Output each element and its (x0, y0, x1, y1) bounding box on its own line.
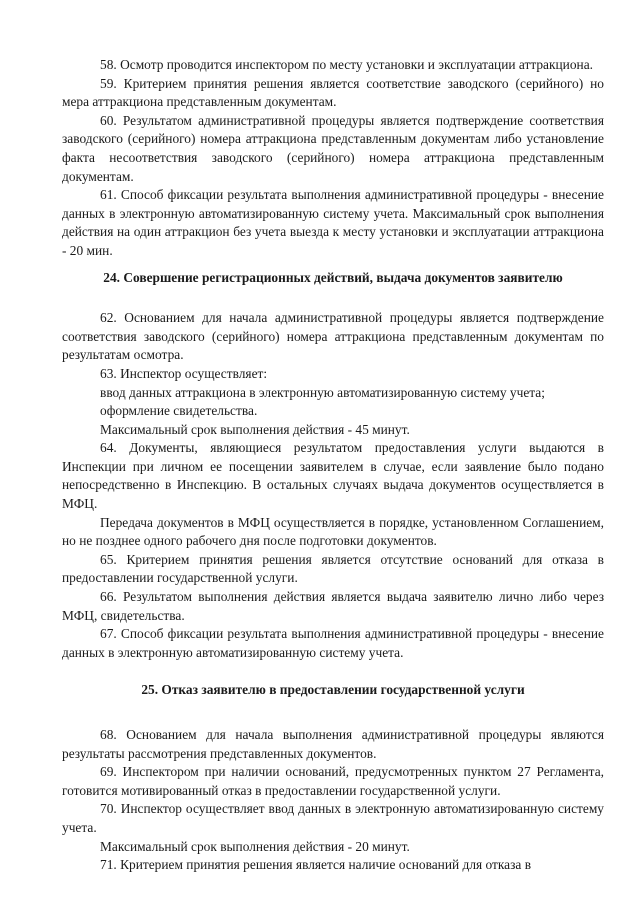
paragraph-71: 71. Критерием принятия решения является наличие оснований для отказа в (100, 857, 532, 873)
paragraph-60: 60. Результатом административной процедуры является подтверждение соответствия заводского (серийного) номера аттракциона представленным документам либо установление факта несоответствия заводского (серийного) номера аттракциона представленным документам. (62, 112, 604, 184)
paragraph-65: 65. Критерием принятия решения является отсутствие оснований для отказа в предоставлении государственной услуги. (62, 551, 604, 586)
paragraph-68: 68. Основанием для начала выполнения административной процедуры являются результаты рассмотрения представленных документов. (62, 727, 604, 761)
paragraph-69: 69. Инспектором при наличии оснований, предусмотренных пунктом 27 Регламента, готовится мотивированный отказ в предоставлении государственной услуги. (62, 764, 604, 798)
document-page (62, 56, 604, 875)
section-heading-24: 24. Совершение регистрационных действий, выдача документов заявителю (103, 269, 563, 285)
paragraph-66: 66. Результатом выполнения действия является выдача заявителю лично либо через МФЦ, свидетельства. (62, 589, 604, 623)
paragraph-70-deadline: Максимальный срок выполнения действия - 20 минут. (100, 838, 410, 854)
paragraph-59: 59. Критерием принятия решения является соответствие заводского (серийного) но мера аттракциона представленным документам. (62, 75, 604, 110)
paragraph-62: 62. Основанием для начала административной процедуры является подтверждение соответствия заводского (серийного) номера аттракциона представленным документам по результатам осмотра. (62, 310, 604, 363)
paragraph-63-item-1: ввод данных аттракциона в электронную автоматизированную систему учета; (100, 384, 545, 400)
section-heading-25: 25. Отказ заявителю в предоставлении государственной услуги (141, 682, 525, 698)
paragraph-63-deadline: Максимальный срок выполнения действия - 45 минут. (100, 421, 410, 437)
paragraph-64: 64. Документы, являющиеся результатом предоставления услуги выдаются в Инспекции при личном ее посещении заявителем в случае, если заявление было подано непосредственно в Инспекцию. В остальных случаях выдача документов осуществляется в МФЦ. (62, 440, 604, 512)
paragraph-61: 61. Способ фиксации результата выполнения административной процедуры - внесение данных в электронную автоматизированную систему учета. Максимальный срок выполнения действия на один аттракцион без учета выезда к месту установки и эксплуатации аттракциона - 20 мин. (62, 187, 604, 258)
paragraph-63: 63. Инспектор осуществляет: (100, 365, 268, 381)
paragraph-58: 58. Осмотр проводится инспектором по месту установки и эксплуатации аттракциона. (100, 57, 593, 72)
paragraph-67: 67. Способ фиксации результата выполнения административной процедуры - внесение данных в электронную автоматизированную систему учета. (62, 626, 604, 660)
paragraph-70: 70. Инспектор осуществляет ввод данных в электронную автоматизированную систему учета. (62, 801, 604, 835)
paragraph-64-transfer: Передача документов в МФЦ осуществляется в порядке, установленном Соглашением, но не позднее одного рабочего дня после подготовки документов. (62, 514, 604, 549)
paragraph-63-item-2: оформление свидетельства. (100, 403, 258, 419)
